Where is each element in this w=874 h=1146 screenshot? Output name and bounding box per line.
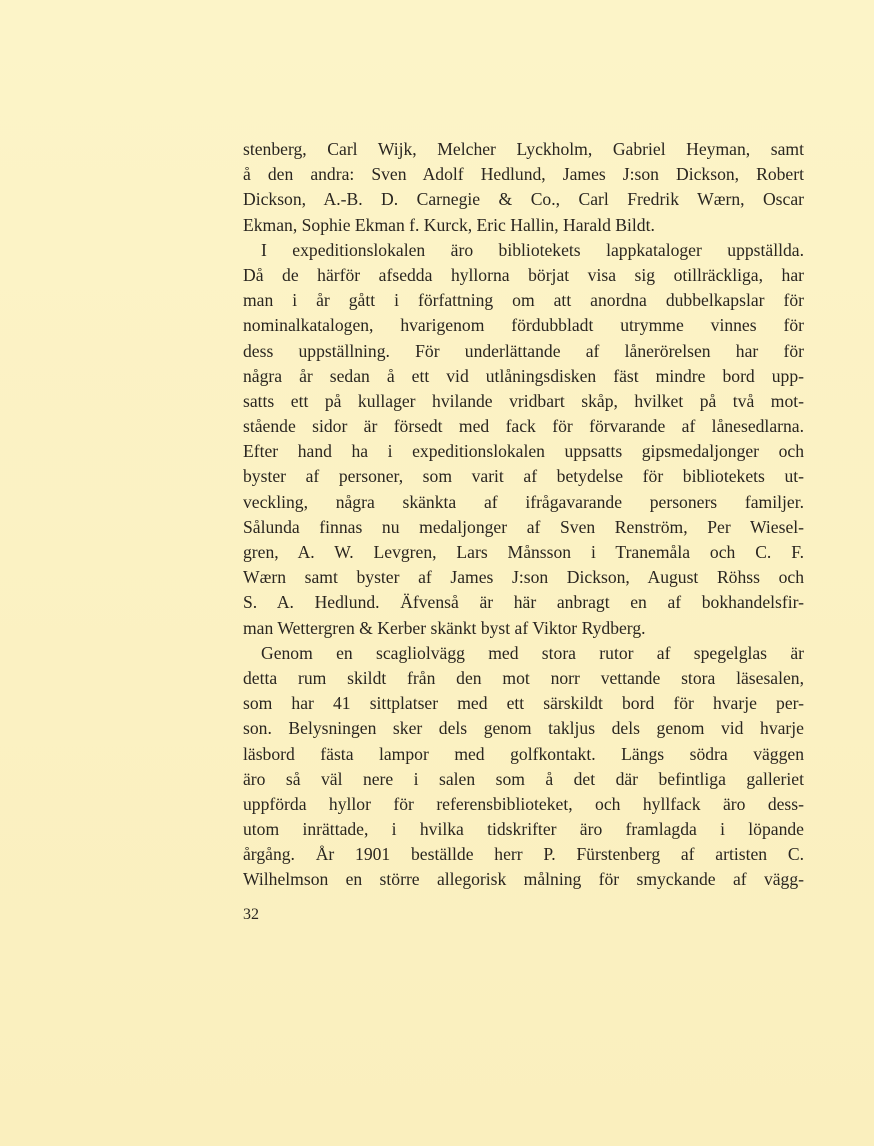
text-line: årgång. År 1901 beställde herr P. Fürstenberg af artisten C. bbox=[243, 844, 804, 865]
text-line: Efter hand ha i expeditionslokalen uppsatts gipsmedaljonger och bbox=[243, 441, 804, 462]
text-line: Dickson, A.-B. D. Carnegie & Co., Carl Fredrik Wærn, Oscar bbox=[243, 189, 804, 210]
text-line: utom inrättade, i hvilka tidskrifter äro framlagda i löpande bbox=[243, 819, 804, 840]
text-line: stående sidor är försedt med fack för förvarande af lånesedlarna. bbox=[243, 416, 804, 437]
text-line: satts ett på kullager hvilande vridbart skåp, hvilket på två mot- bbox=[243, 390, 804, 411]
text-line: I expeditionslokalen äro bibliotekets lappkataloger uppställda. bbox=[261, 239, 804, 260]
text-line: byster af personer, som varit af betydelse för bibliotekets ut- bbox=[243, 466, 804, 487]
text-line: Då de härför afsedda hyllorna börjat visa sig otillräckliga, har bbox=[243, 264, 804, 285]
page-number: 32 bbox=[243, 906, 259, 923]
text-line: dess uppställning. För underlättande af lånerörelsen har för bbox=[243, 340, 804, 361]
text-line: Ekman, Sophie Ekman f. Kurck, Eric Hallin, Harald Bildt. bbox=[243, 214, 655, 235]
text-line: äro så väl nere i salen som å det där befintliga galleriet bbox=[243, 768, 804, 789]
text-line: stenberg, Carl Wijk, Melcher Lyckholm, Gabriel Heyman, samt bbox=[243, 139, 804, 159]
text-line: son. Belysningen sker dels genom takljus dels genom vid hvarje bbox=[243, 718, 804, 739]
text-line: detta rum skildt från den mot norr vettande stora läsesalen, bbox=[243, 667, 804, 688]
text-line: Sålunda finnas nu medaljonger af Sven Renström, Per Wiesel- bbox=[243, 516, 804, 537]
text-line: som har 41 sittplatser med ett särskildt bord för hvarje per- bbox=[243, 693, 804, 714]
text-line: några år sedan å ett vid utlåningsdisken fäst mindre bord upp- bbox=[243, 365, 804, 386]
text-line: uppförda hyllor för referensbiblioteket, och hyllfack äro dess- bbox=[243, 793, 804, 814]
text-line: veckling, några skänkta af ifrågavarande personers familjer. bbox=[243, 491, 804, 512]
text-line: Genom en scagliolvägg med stora rutor af spegelglas är bbox=[261, 642, 804, 663]
text-line: nominalkatalogen, hvarigenom fördubbladt utrymme vinnes för bbox=[243, 315, 804, 336]
text-line: Wilhelmson en större allegorisk målning för smyckande af vägg- bbox=[243, 869, 804, 890]
body-text bbox=[243, 137, 804, 893]
text-line: S. A. Hedlund. Äfvenså är här anbragt en af bokhandelsfir- bbox=[243, 592, 804, 613]
text-line: man Wettergren & Kerber skänkt byst af Viktor Rydberg. bbox=[243, 617, 646, 638]
text-line: å den andra: Sven Adolf Hedlund, James J:son Dickson, Robert bbox=[243, 164, 804, 185]
text-line: läsbord fästa lampor med golfkontakt. Längs södra väggen bbox=[243, 743, 804, 764]
text-line: Wærn samt byster af James J:son Dickson, August Röhss och bbox=[243, 567, 804, 588]
text-line: gren, A. W. Levgren, Lars Månsson i Tranemåla och C. F. bbox=[243, 542, 804, 562]
text-line: man i år gått i författning om att anordna dubbelkapslar för bbox=[243, 290, 804, 311]
